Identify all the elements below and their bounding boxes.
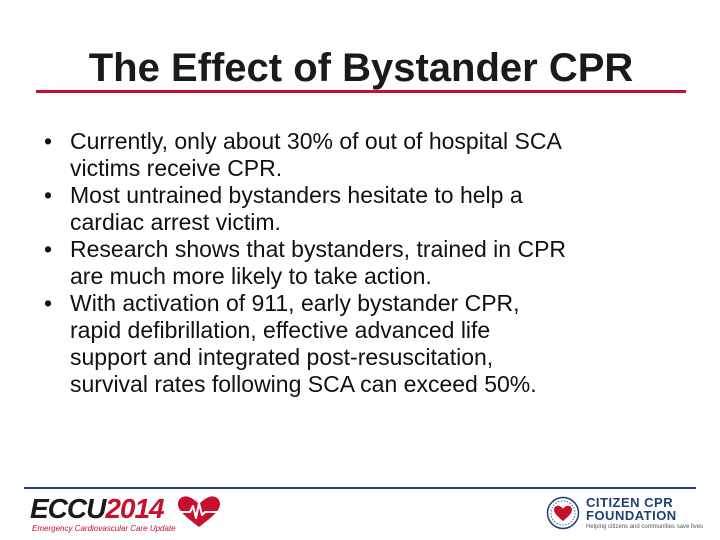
title-underline bbox=[36, 90, 686, 93]
citizen-cpr-tagline: Helping citizens and communities save lives bbox=[586, 524, 704, 530]
eccu-logo-subtitle: Emergency Cardiovascular Care Update bbox=[32, 524, 176, 533]
bullet-text-line: Currently, only about 30% of out of hospital SCA bbox=[70, 128, 562, 154]
bullet-text-line: victims receive CPR. bbox=[70, 155, 283, 181]
footer-divider bbox=[24, 487, 696, 489]
bullet-text-line: Most untrained bystanders hesitate to help a bbox=[70, 182, 523, 208]
bullet-list bbox=[44, 128, 684, 398]
bullet-marker: • bbox=[44, 290, 53, 316]
eccu-2014-logo bbox=[30, 494, 230, 536]
slide-title: The Effect of Bystander CPR bbox=[88, 46, 634, 90]
bullet-item bbox=[44, 290, 684, 398]
cpr-seal-icon bbox=[546, 496, 580, 530]
bullet-item bbox=[44, 128, 684, 182]
citizen-cpr-foundation-logo bbox=[546, 494, 704, 536]
bullet-text-line: survival rates following SCA can exceed 50%. bbox=[70, 371, 537, 397]
bullet-text-line: are much more likely to take action. bbox=[70, 263, 432, 289]
bullet-text-line: Research shows that bystanders, trained in CPR bbox=[70, 236, 567, 262]
citizen-cpr-name bbox=[586, 496, 677, 522]
bullet-marker: • bbox=[44, 236, 53, 262]
bullet-text-line: support and integrated post-resuscitation, bbox=[70, 344, 494, 370]
bullet-text-line: With activation of 911, early bystander CPR, bbox=[70, 290, 520, 316]
eccu-logo-word: ECCU bbox=[30, 493, 106, 524]
bullet-text-line: rapid defibrillation, effective advanced life bbox=[70, 317, 491, 343]
citizen-cpr-line2: FOUNDATION bbox=[586, 508, 677, 523]
bullet-text-line: cardiac arrest victim. bbox=[70, 209, 281, 235]
bullet-marker: • bbox=[44, 128, 53, 154]
heart-ecg-icon bbox=[176, 495, 222, 529]
citizen-cpr-line1: CITIZEN CPR bbox=[586, 495, 674, 510]
bullet-item bbox=[44, 236, 684, 290]
bullet-item bbox=[44, 182, 684, 236]
eccu-logo-year: 2014 bbox=[105, 493, 164, 524]
eccu-logo-wordmark bbox=[30, 494, 164, 524]
bullet-marker: • bbox=[44, 182, 53, 208]
